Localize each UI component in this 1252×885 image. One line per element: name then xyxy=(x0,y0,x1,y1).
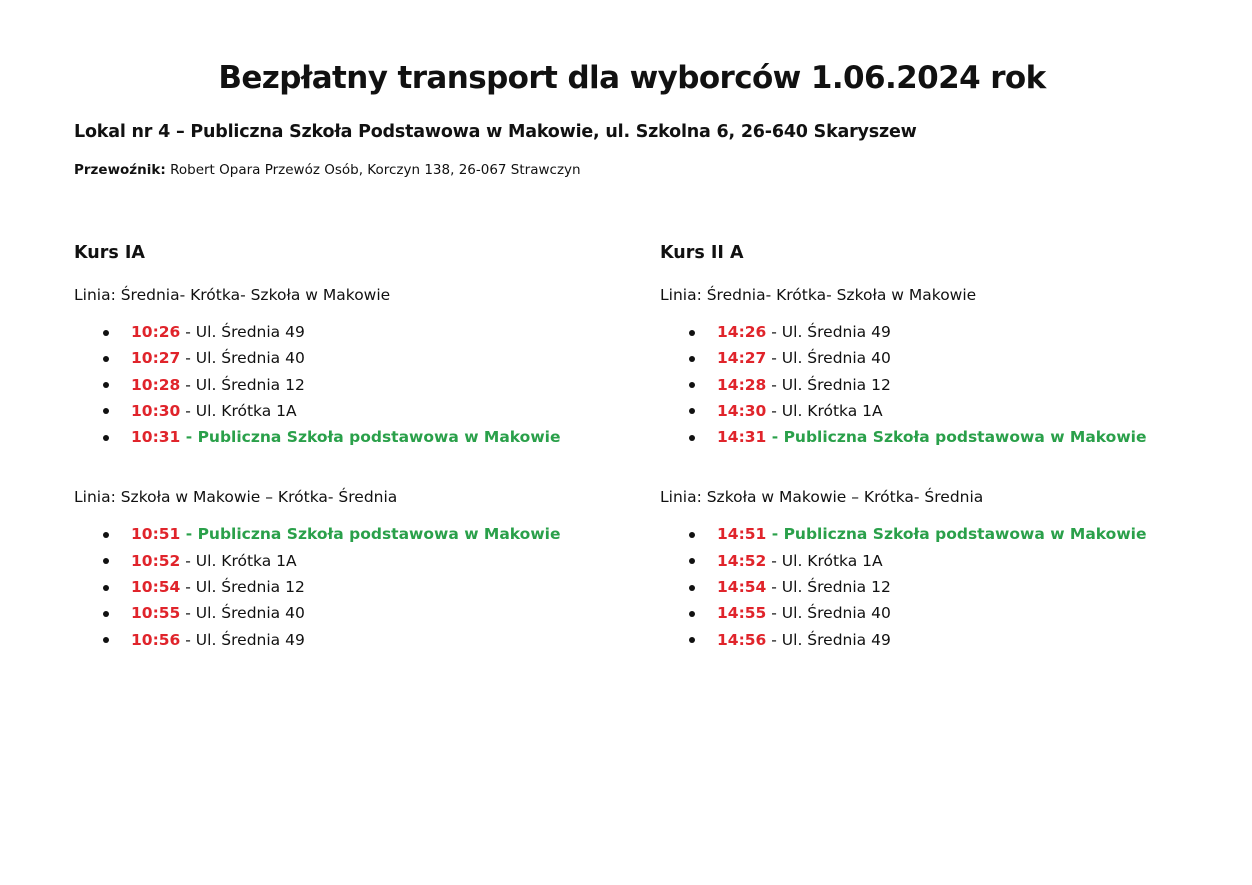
bullet-icon xyxy=(103,435,109,441)
stop-time: 14:55 xyxy=(717,604,767,623)
bullet-icon xyxy=(103,585,109,591)
stop-time: 10:55 xyxy=(131,604,181,623)
bullet-icon xyxy=(103,532,109,538)
line-label: Linia: Średnia- Krótka- Szkoła w Makowie xyxy=(74,286,391,304)
stop-time: 10:28 xyxy=(131,375,181,394)
stop-item xyxy=(660,398,1180,424)
stop-place: - Ul. Średnia 40 xyxy=(180,604,305,623)
stop-place: - Publiczna Szkoła podstawowa w Makowie xyxy=(180,525,561,544)
bullet-icon xyxy=(689,585,695,591)
stop-time: 10:56 xyxy=(131,630,181,649)
course-column xyxy=(660,240,1180,653)
bullet-icon xyxy=(103,637,109,643)
stop-item xyxy=(660,548,1180,574)
stop-place: - Ul. Krótka 1A xyxy=(180,551,297,570)
stop-time: 10:26 xyxy=(131,323,181,341)
stop-item xyxy=(74,424,594,450)
venue-heading: Lokal nr 4 – Publiczna Szkoła Podstawowa w Makowie, ul. Szkolna 6, 26-640 Skaryszew xyxy=(74,122,917,142)
bullet-icon xyxy=(103,408,109,414)
carrier-label: Przewoźnik: xyxy=(74,162,166,178)
stop-item xyxy=(660,372,1180,398)
stop-place: - Publiczna Szkoła podstawowa w Makowie xyxy=(766,525,1147,544)
bullet-icon xyxy=(103,356,109,362)
stop-time: 14:31 xyxy=(717,428,767,447)
stop-place: - Publiczna Szkoła podstawowa w Makowie xyxy=(766,428,1147,447)
stop-place: - Ul. Średnia 49 xyxy=(180,323,305,341)
stop-place: - Ul. Średnia 49 xyxy=(180,630,305,649)
bullet-icon xyxy=(689,382,695,388)
stop-time: 14:54 xyxy=(717,578,767,597)
line-label: Linia: Średnia- Krótka- Szkoła w Makowie xyxy=(660,286,977,304)
stop-time: 14:26 xyxy=(717,323,767,341)
stop-item xyxy=(74,319,594,345)
stop-time: 14:27 xyxy=(717,349,767,368)
bullet-icon xyxy=(103,382,109,388)
stop-place: - Ul. Średnia 12 xyxy=(766,578,891,597)
stop-place: - Ul. Średnia 49 xyxy=(766,323,891,341)
stop-list xyxy=(74,521,594,652)
bullet-icon xyxy=(689,435,695,441)
stop-item xyxy=(74,600,594,626)
stop-time: 14:52 xyxy=(717,551,767,570)
carrier-value: Robert Opara Przewóz Osób, Korczyn 138, 26-067 Strawczyn xyxy=(165,162,581,178)
stop-place: - Ul. Średnia 12 xyxy=(766,375,891,394)
stop-place: - Ul. Średnia 49 xyxy=(766,630,891,649)
stop-time: 14:56 xyxy=(717,630,767,649)
stop-time: 10:27 xyxy=(131,349,181,368)
stop-item xyxy=(74,548,594,574)
stop-place: - Ul. Krótka 1A xyxy=(180,401,297,420)
bullet-icon xyxy=(689,408,695,414)
stop-time: 14:51 xyxy=(717,525,767,544)
stop-place: - Ul. Średnia 40 xyxy=(766,349,891,368)
stop-item xyxy=(660,345,1180,371)
stop-item xyxy=(660,521,1180,547)
stop-time: 10:30 xyxy=(131,401,181,420)
bullet-icon xyxy=(103,330,109,336)
line-label: Linia: Szkoła w Makowie – Krótka- Średnia xyxy=(660,488,984,507)
stop-item xyxy=(660,424,1180,450)
stop-item xyxy=(660,319,1180,345)
course-column xyxy=(74,240,594,653)
bullet-icon xyxy=(103,611,109,617)
stop-place: - Ul. Średnia 40 xyxy=(766,604,891,623)
bullet-icon xyxy=(689,637,695,643)
stop-place: - Ul. Średnia 12 xyxy=(180,375,305,394)
stop-time: 14:30 xyxy=(717,401,767,420)
stop-time: 10:54 xyxy=(131,578,181,597)
stop-item xyxy=(74,574,594,600)
stop-item xyxy=(74,521,594,547)
bullet-icon xyxy=(689,330,695,336)
line-label: Linia: Szkoła w Makowie – Krótka- Średnia xyxy=(74,488,398,507)
stop-time: 10:52 xyxy=(131,551,181,570)
stop-list xyxy=(660,521,1180,652)
course-title: Kurs IA xyxy=(74,243,145,263)
bullet-icon xyxy=(689,532,695,538)
stop-item xyxy=(74,398,594,424)
page-title: Bezpłatny transport dla wyborców 1.06.2024 rok xyxy=(218,60,1046,96)
bullet-icon xyxy=(689,558,695,564)
bullet-icon xyxy=(689,611,695,617)
stop-place: - Ul. Średnia 12 xyxy=(180,578,305,597)
stop-list xyxy=(74,319,594,450)
carrier-info xyxy=(74,162,581,178)
stop-time: 10:51 xyxy=(131,525,181,544)
stop-item xyxy=(74,345,594,371)
stop-item xyxy=(74,372,594,398)
stop-place: - Ul. Krótka 1A xyxy=(766,551,883,570)
stop-item xyxy=(660,600,1180,626)
bullet-icon xyxy=(689,356,695,362)
stop-item xyxy=(660,574,1180,600)
stop-list xyxy=(660,319,1180,450)
stop-place: - Publiczna Szkoła podstawowa w Makowie xyxy=(180,428,561,447)
bullet-icon xyxy=(103,558,109,564)
stop-place: - Ul. Krótka 1A xyxy=(766,401,883,420)
stop-place: - Ul. Średnia 40 xyxy=(180,349,305,368)
stop-time: 14:28 xyxy=(717,375,767,394)
stop-time: 10:31 xyxy=(131,428,181,447)
stop-item xyxy=(660,627,1180,653)
stop-item xyxy=(74,627,594,653)
course-title: Kurs II A xyxy=(660,243,744,263)
